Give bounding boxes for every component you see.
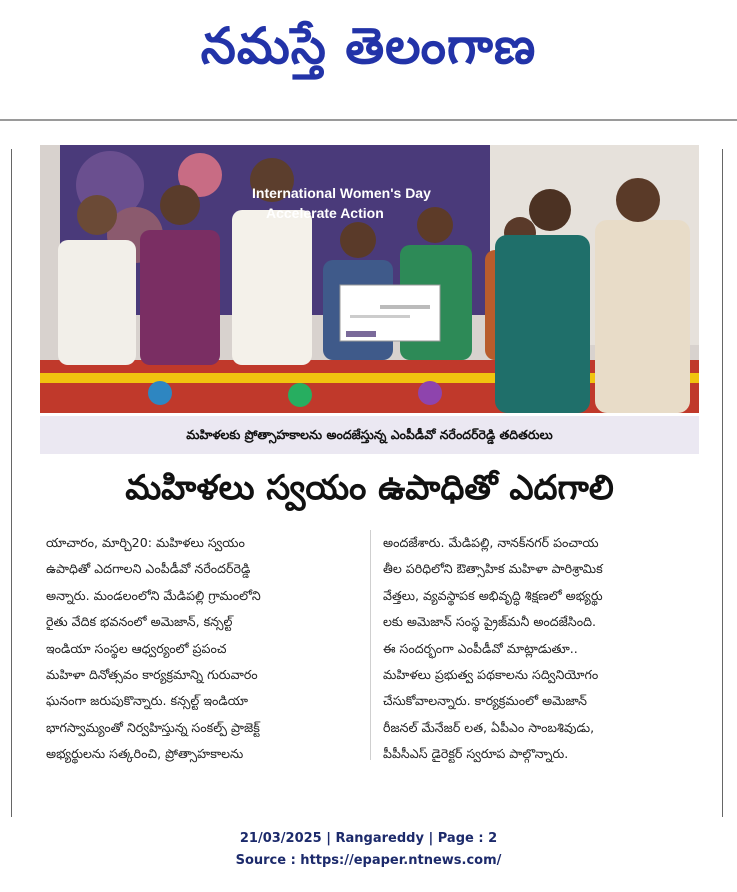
news-photo xyxy=(40,145,699,413)
edition-info: 21/03/2025 | Rangareddy | Page : 2 xyxy=(239,831,498,846)
banner-text xyxy=(252,183,431,223)
banner-line-2: Accelerate Action xyxy=(266,205,384,221)
article-line: మహిళా దినోత్సవం కార్యక్రమాన్ని గురువారం xyxy=(46,667,258,683)
masthead xyxy=(0,0,737,118)
article-line: అన్నారు. మండలంలోని మేడిపల్లి గ్రామంలోని xyxy=(46,587,261,603)
article-line: భాగస్వామ్యంతో నిర్వహిస్తున్న సంకల్ప్ ప్రాజెక్ట్ xyxy=(46,719,260,735)
right-border xyxy=(722,149,723,817)
article-line: మహిళలు ప్రభుత్వ పథకాలను సద్వినియోగం xyxy=(383,667,599,683)
article-line: ఉపాధితో ఎదగాలని ఎంపీడీవో నరేందర్‌రెడ్డి xyxy=(46,561,251,577)
article-line: చేసుకోవాలన్నారు. కార్యక్రమంలో అమెజాన్ xyxy=(383,693,588,709)
article-column-left xyxy=(46,530,364,768)
masthead-divider xyxy=(0,119,737,121)
article-line: వేత్తలు, వ్యవస్థాపక అభివృద్ధి శిక్షణలో అభ్యర్థు xyxy=(383,587,603,603)
left-border xyxy=(11,149,12,817)
page-footer xyxy=(0,828,737,872)
article-line: లకు అమెజాన్ సంస్థ ప్రైజ్‌మనీ అందజేసింది. xyxy=(383,614,597,630)
newspaper-logo: నమస్తే తెలంగాణ xyxy=(200,17,537,75)
article-headline: మహిళలు స్వయం ఉపాధితో ఎదగాలి xyxy=(125,468,614,508)
article-line: అభ్యర్థులను సత్కరించి, ప్రోత్సాహకాలను xyxy=(46,746,244,762)
article-line: ఈ సందర్భంగా ఎంపీడీవో మాట్లాడుతూ.. xyxy=(383,640,578,656)
article-column-right xyxy=(383,530,701,768)
article-line: తీల పరిధిలోని ఔత్సాహిక మహిళా పారిశ్రామిక xyxy=(383,561,603,577)
photo-caption: మహిళలకు ప్రోత్సాహకాలను అందజేస్తున్న ఎంపీడీవో నరేందర్‌రెడ్డి తదితరులు xyxy=(40,416,699,454)
article-line: అందజేశారు. మేడిపల్లి, నానక్‌నగర్ పంచాయ xyxy=(383,535,599,550)
article-line: రీజనల్ మేనేజర్ లత, ఏపీఎం సాంబశివుడు, xyxy=(383,719,595,735)
article-line: ఘనంగా జరుపుకొన్నారు. కన్సల్ట్ ఇండియా xyxy=(46,693,248,709)
article-line: యాచారం, మార్చి20: మహిళలు స్వయం xyxy=(46,535,245,550)
banner-line-1: International Women's Day xyxy=(252,185,431,201)
source-link[interactable]: Source : https://epaper.ntnews.com/ xyxy=(235,853,502,868)
article-line: ఇండియా సంస్థల ఆధ్వర్యంలో ప్రపంచ xyxy=(46,640,227,656)
column-divider xyxy=(370,530,371,760)
article-line: పీపీసీఎస్ డైరెక్టర్ స్వరూప పాల్గొన్నారు. xyxy=(383,746,569,762)
article-line: రైతు వేదిక భవనంలో అమెజాన్, కన్సల్ట్ xyxy=(46,614,233,630)
